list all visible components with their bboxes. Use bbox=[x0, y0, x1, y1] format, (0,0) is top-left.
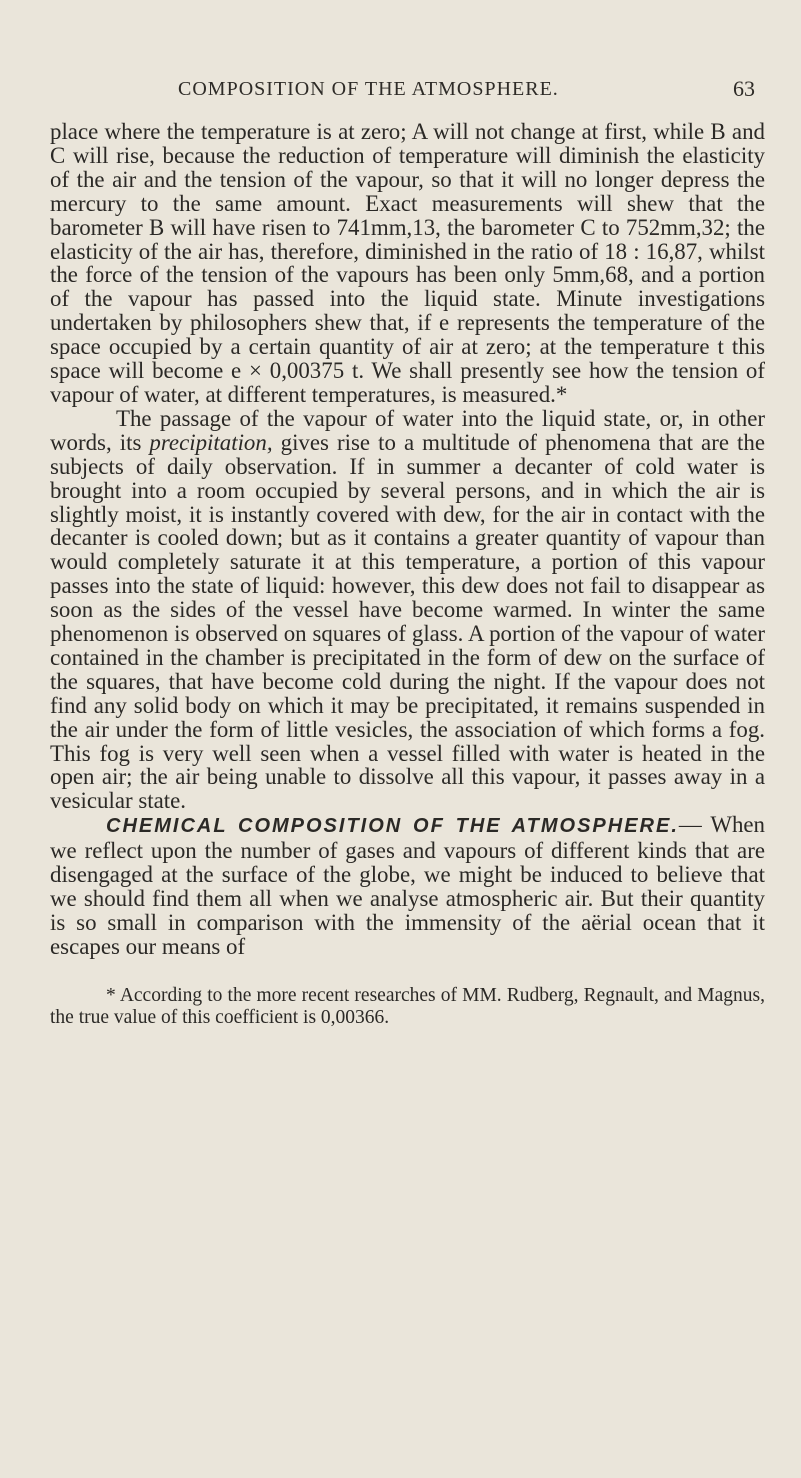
section-heading: CHEMICAL COMPOSITION OF THE ATMOSPHERE. bbox=[106, 815, 679, 838]
footnote-text: According to the more recent researches of MM. Rudberg, Regnault, and Magnus, the true value of this coefficient is 0,00366. bbox=[50, 984, 765, 1028]
footnote-marker: * bbox=[106, 984, 116, 1006]
paragraph-continuation: place where the temperature is at zero; A will not change at first, while B and C will rise, because the reduction of temperature will diminish the elasticity of the air and the tension of the vapour, so that it will no longer depress the mercury to the same amount. Exact measurements will shew that the barometer B will have risen to 741mm,13, the barometer C to 752mm,32; the elasticity of the air has, therefore, diminished in the ratio of 18 : 16,87, whilst the force of the tension of the vapours has been only 5mm,68, and a portion of the vapour has passed into the liquid state. Minute investigations undertaken by philosophers shew that, if e represents the temperature of the space occupied by a certain quantity of air at zero; at the temperature t this space will become e × 0,00375 t. We shall presently see how the tension of vapour of water, at different temperatures, is measured.* bbox=[50, 119, 765, 407]
footnote bbox=[50, 985, 765, 1029]
running-head bbox=[50, 78, 765, 108]
paragraph-text: — When we reflect upon the number of gases and vapours of different kinds that are disengaged at the surface of the globe, we might be induced to believe that we should find them all when we analyse atmospheric air. But their quantity is so small in comparison with the immensity of the aërial ocean that it escapes our means of bbox=[50, 812, 765, 959]
running-title: COMPOSITION OF THE ATMOSPHERE. bbox=[178, 78, 559, 100]
body-text bbox=[50, 120, 765, 959]
paragraph-precipitation bbox=[50, 407, 765, 813]
paragraph-chemical-composition bbox=[50, 813, 765, 958]
italic-term: precipitation, bbox=[149, 429, 273, 455]
page-number: 63 bbox=[733, 76, 755, 101]
paragraph-text: gives rise to a multitude of phenomena that are the subjects of daily observation. If in summer a decanter of cold water is brought into a room occupied by several persons, and in which the air is slightly moist, it is instantly covered with dew, for the air in contact with the decanter is cooled down; but as it contains a greater quantity of vapour than would completely saturate it at this temperature, a portion of this vapour passes into the state of liquid: however, this dew does not fail to disappear as soon as the sides of the vessel have become warmed. In winter the same phenomenon is observed on squares of glass. A portion of the vapour of water contained in the chamber is precipitated in the form of dew on the surface of the squares, that have become cold during the night. If the vapour does not find any solid body on which it may be precipitated, it remains suspended in the air under the form of little vesicles, the association of which forms a fog. This fog is very well seen when a vessel filled with water is heated in the open air; the air being unable to dissolve all this vapour, it passes away in a vesicular state. bbox=[50, 429, 765, 814]
paragraph-text: The passage of the vapour of water into the liquid state, or, in other words, its bbox=[50, 405, 765, 455]
